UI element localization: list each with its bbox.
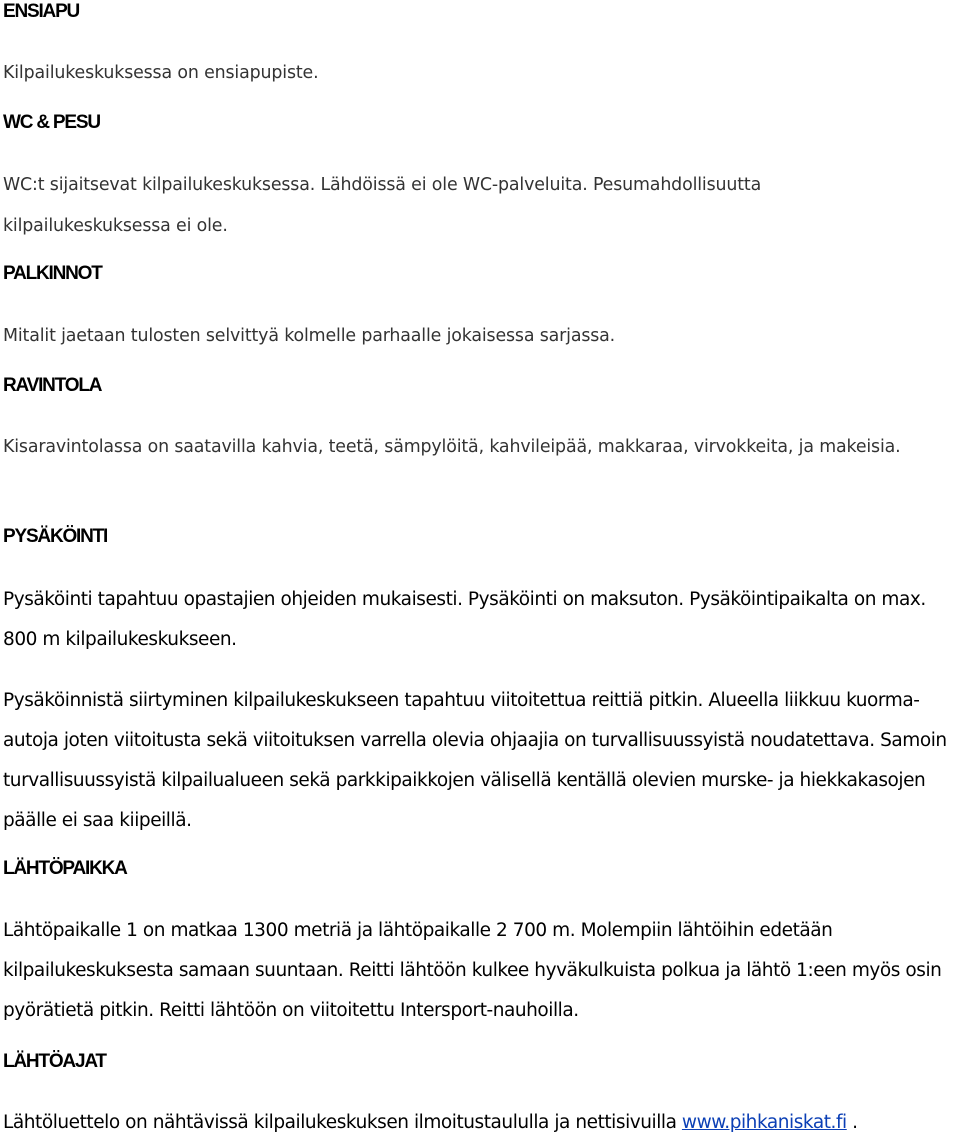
paragraph-ravintola: Kisaravintolassa on saatavilla kahvia, teetä, sämpylöitä, kahvileipää, makkaraa, virvokkeita, ja makeisia. xyxy=(3,437,901,457)
heading-lahtopaikka: LÄHTÖPAIKKA xyxy=(3,858,127,879)
paragraph-palkinnot: Mitalit jaetaan tulosten selvittyä kolmelle parhaalle jokaisessa sarjassa. xyxy=(3,326,616,346)
heading-ensiapu: ENSIAPU xyxy=(3,1,80,22)
paragraph-wc-pesu: WC:t sijaitsevat kilpailukeskuksessa. Lähdöissä ei ole WC-palveluita. Pesumahdollisuutta kilpailukeskuksessa ei ole. xyxy=(3,175,762,236)
heading-ravintola: RAVINTOLA xyxy=(3,375,102,396)
pihkaniskat-link[interactable]: www.pihkaniskat.fi xyxy=(681,1112,847,1133)
paragraph-lahtoajat xyxy=(3,1103,948,1143)
paragraph-pysakointi-2: Pysäköinnistä siirtyminen kilpailukeskukseen tapahtuu viitoitettua reittiä pitkin. Alueella liikkuu kuorma-autoja joten viitoitusta sekä viitoituksen varrella olevia ohjaajia on turvallisuussyistä noudatettava. Samoin turvallisuussyistä kilpailualueen sekä parkkipaikkojen välisellä kentällä olevien murske- ja hiekkakasojen päälle ei saa kiipeillä. xyxy=(3,690,947,831)
heading-palkinnot: PALKINNOT xyxy=(3,263,102,284)
paragraph-pysakointi-1: Pysäköinti tapahtuu opastajien ohjeiden mukaisesti. Pysäköinti on maksuton. Pysäköintipaikalta on max. 800 m kilpailukeskukseen. xyxy=(3,589,926,650)
paragraph-ensiapu: Kilpailukeskuksessa on ensiapupiste. xyxy=(3,63,319,83)
heading-lahtoajat: LÄHTÖAJAT xyxy=(3,1051,106,1072)
heading-wc-pesu: WC & PESU xyxy=(3,112,100,133)
lahtoajat-text: Lähtöluettelo on nähtävissä kilpailukeskuksen ilmoitustaululla ja nettisivuilla xyxy=(3,1112,682,1133)
lahtoajat-text-end: . xyxy=(846,1112,858,1133)
heading-pysakointi: PYSÄKÖINTI xyxy=(3,526,108,547)
paragraph-lahtopaikka: Lähtöpaikalle 1 on matkaa 1300 metriä ja lähtöpaikalle 2 700 m. Molempiin lähtöihin edetään kilpailukeskuksesta samaan suuntaan. Reitti lähtöön kulkee hyväkulkuista polkua ja lähtö 1:een myös osin pyörätietä pitkin. Reitti lähtöön on viitoitettu Intersport-nauhoilla. xyxy=(3,920,942,1021)
